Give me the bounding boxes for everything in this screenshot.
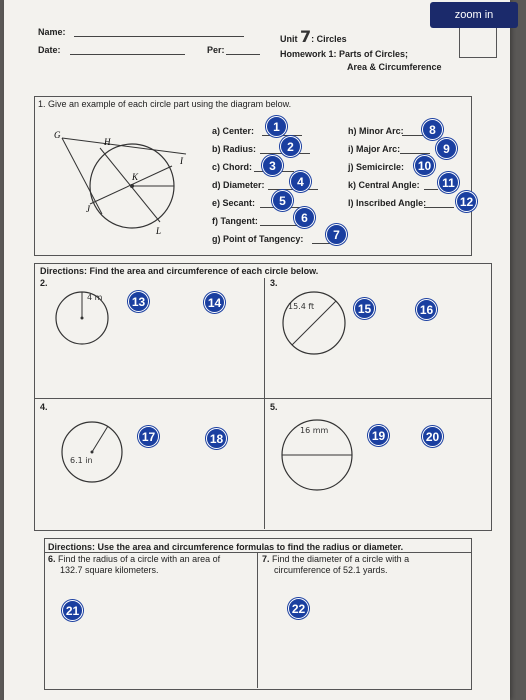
name-line xyxy=(74,36,244,37)
worksheet-page xyxy=(4,0,510,700)
badge-19[interactable]: 19 xyxy=(368,425,389,446)
item-tangent: f) Tangent: xyxy=(212,216,258,226)
badge-1[interactable]: 1 xyxy=(266,116,287,137)
problem-5-measure: 16 mm xyxy=(300,426,329,435)
q6-prompt-line2: 132.7 square kilometers. xyxy=(60,565,159,575)
formula-divider xyxy=(257,552,258,688)
problem-5-number: 5. xyxy=(270,402,278,412)
badge-15[interactable]: 15 xyxy=(354,298,375,319)
problem-3-measure: 15.4 ft xyxy=(288,302,315,311)
item-central-angle: k) Central Angle: xyxy=(348,180,420,190)
badge-20[interactable]: 20 xyxy=(422,426,443,447)
badge-18[interactable]: 18 xyxy=(206,428,227,449)
badge-3[interactable]: 3 xyxy=(262,155,283,176)
badge-9[interactable]: 9 xyxy=(436,138,457,159)
badge-22[interactable]: 22 xyxy=(288,598,309,619)
divider-vertical xyxy=(264,278,265,529)
item-center: a) Center: xyxy=(212,126,255,136)
item-major-arc: i) Major Arc: xyxy=(348,144,401,154)
badge-11[interactable]: 11 xyxy=(438,172,459,193)
badge-4[interactable]: 4 xyxy=(290,171,311,192)
badge-14[interactable]: 14 xyxy=(204,292,225,313)
item-semicircle: j) Semicircle: xyxy=(348,162,405,172)
answer-line xyxy=(424,207,454,208)
badge-10[interactable]: 10 xyxy=(414,155,435,176)
badge-17[interactable]: 17 xyxy=(138,426,159,447)
circle-problem-3 xyxy=(281,290,347,356)
date-line xyxy=(70,54,185,55)
q7-prompt-line2: circumference of 52.1 yards. xyxy=(274,565,388,575)
circle-diagram xyxy=(52,126,202,236)
q6-prompt: 6. Find the radius of a circle with an area of xyxy=(48,554,221,564)
point-g: G xyxy=(54,130,61,140)
point-h: H xyxy=(104,137,111,147)
item-minor-arc: h) Minor Arc: xyxy=(348,126,404,136)
badge-2[interactable]: 2 xyxy=(280,136,301,157)
item-inscribed-angle: l) Inscribed Angle: xyxy=(348,198,427,208)
period-label: Per: xyxy=(207,45,225,55)
homework-subtitle: Area & Circumference xyxy=(347,62,442,72)
answer-line xyxy=(400,153,430,154)
zoom-in-button[interactable]: zoom in xyxy=(430,2,518,28)
unit-label: Unit 7: Circles xyxy=(280,27,347,46)
item-chord: c) Chord: xyxy=(212,162,252,172)
point-k: K xyxy=(132,172,139,182)
q7-prompt: 7. Find the diameter of a circle with a xyxy=(262,554,410,564)
point-j: J xyxy=(86,204,90,214)
formula-divider-top xyxy=(44,552,472,553)
area-directions: Directions: Find the area and circumference of each circle below. xyxy=(40,266,319,276)
item-secant: e) Secant: xyxy=(212,198,256,208)
answer-line xyxy=(424,189,438,190)
badge-8[interactable]: 8 xyxy=(422,119,443,140)
problem-3-number: 3. xyxy=(270,278,278,288)
problem-4-number: 4. xyxy=(40,402,48,412)
problem-4-measure: 6.1 in xyxy=(70,456,93,465)
badge-6[interactable]: 6 xyxy=(294,207,315,228)
q1-prompt: 1. Give an example of each circle part using the diagram below. xyxy=(38,99,292,109)
answer-line xyxy=(312,243,332,244)
date-label: Date: xyxy=(38,45,61,55)
name-label: Name: xyxy=(38,27,66,37)
answer-line xyxy=(402,135,424,136)
item-point-of-tangency: g) Point of Tangency: xyxy=(212,234,304,244)
homework-title: Homework 1: Parts of Circles; xyxy=(280,49,409,59)
badge-7[interactable]: 7 xyxy=(326,224,347,245)
answer-line xyxy=(260,225,300,226)
score-box xyxy=(459,24,497,58)
badge-5[interactable]: 5 xyxy=(272,190,293,211)
divider-horizontal xyxy=(34,398,492,399)
badge-21[interactable]: 21 xyxy=(62,600,83,621)
period-line xyxy=(226,54,260,55)
point-i: I xyxy=(180,156,183,166)
problem-2-number: 2. xyxy=(40,278,48,288)
formula-directions: Directions: Use the area and circumference formulas to find the radius or diameter. xyxy=(48,542,404,552)
point-l: L xyxy=(156,226,162,236)
badge-16[interactable]: 16 xyxy=(416,299,437,320)
badge-13[interactable]: 13 xyxy=(128,291,149,312)
item-radius: b) Radius: xyxy=(212,144,256,154)
circle-problem-4 xyxy=(60,420,124,484)
badge-12[interactable]: 12 xyxy=(456,191,477,212)
problem-2-measure: 4 m xyxy=(87,293,103,302)
item-diameter: d) Diameter: xyxy=(212,180,265,190)
